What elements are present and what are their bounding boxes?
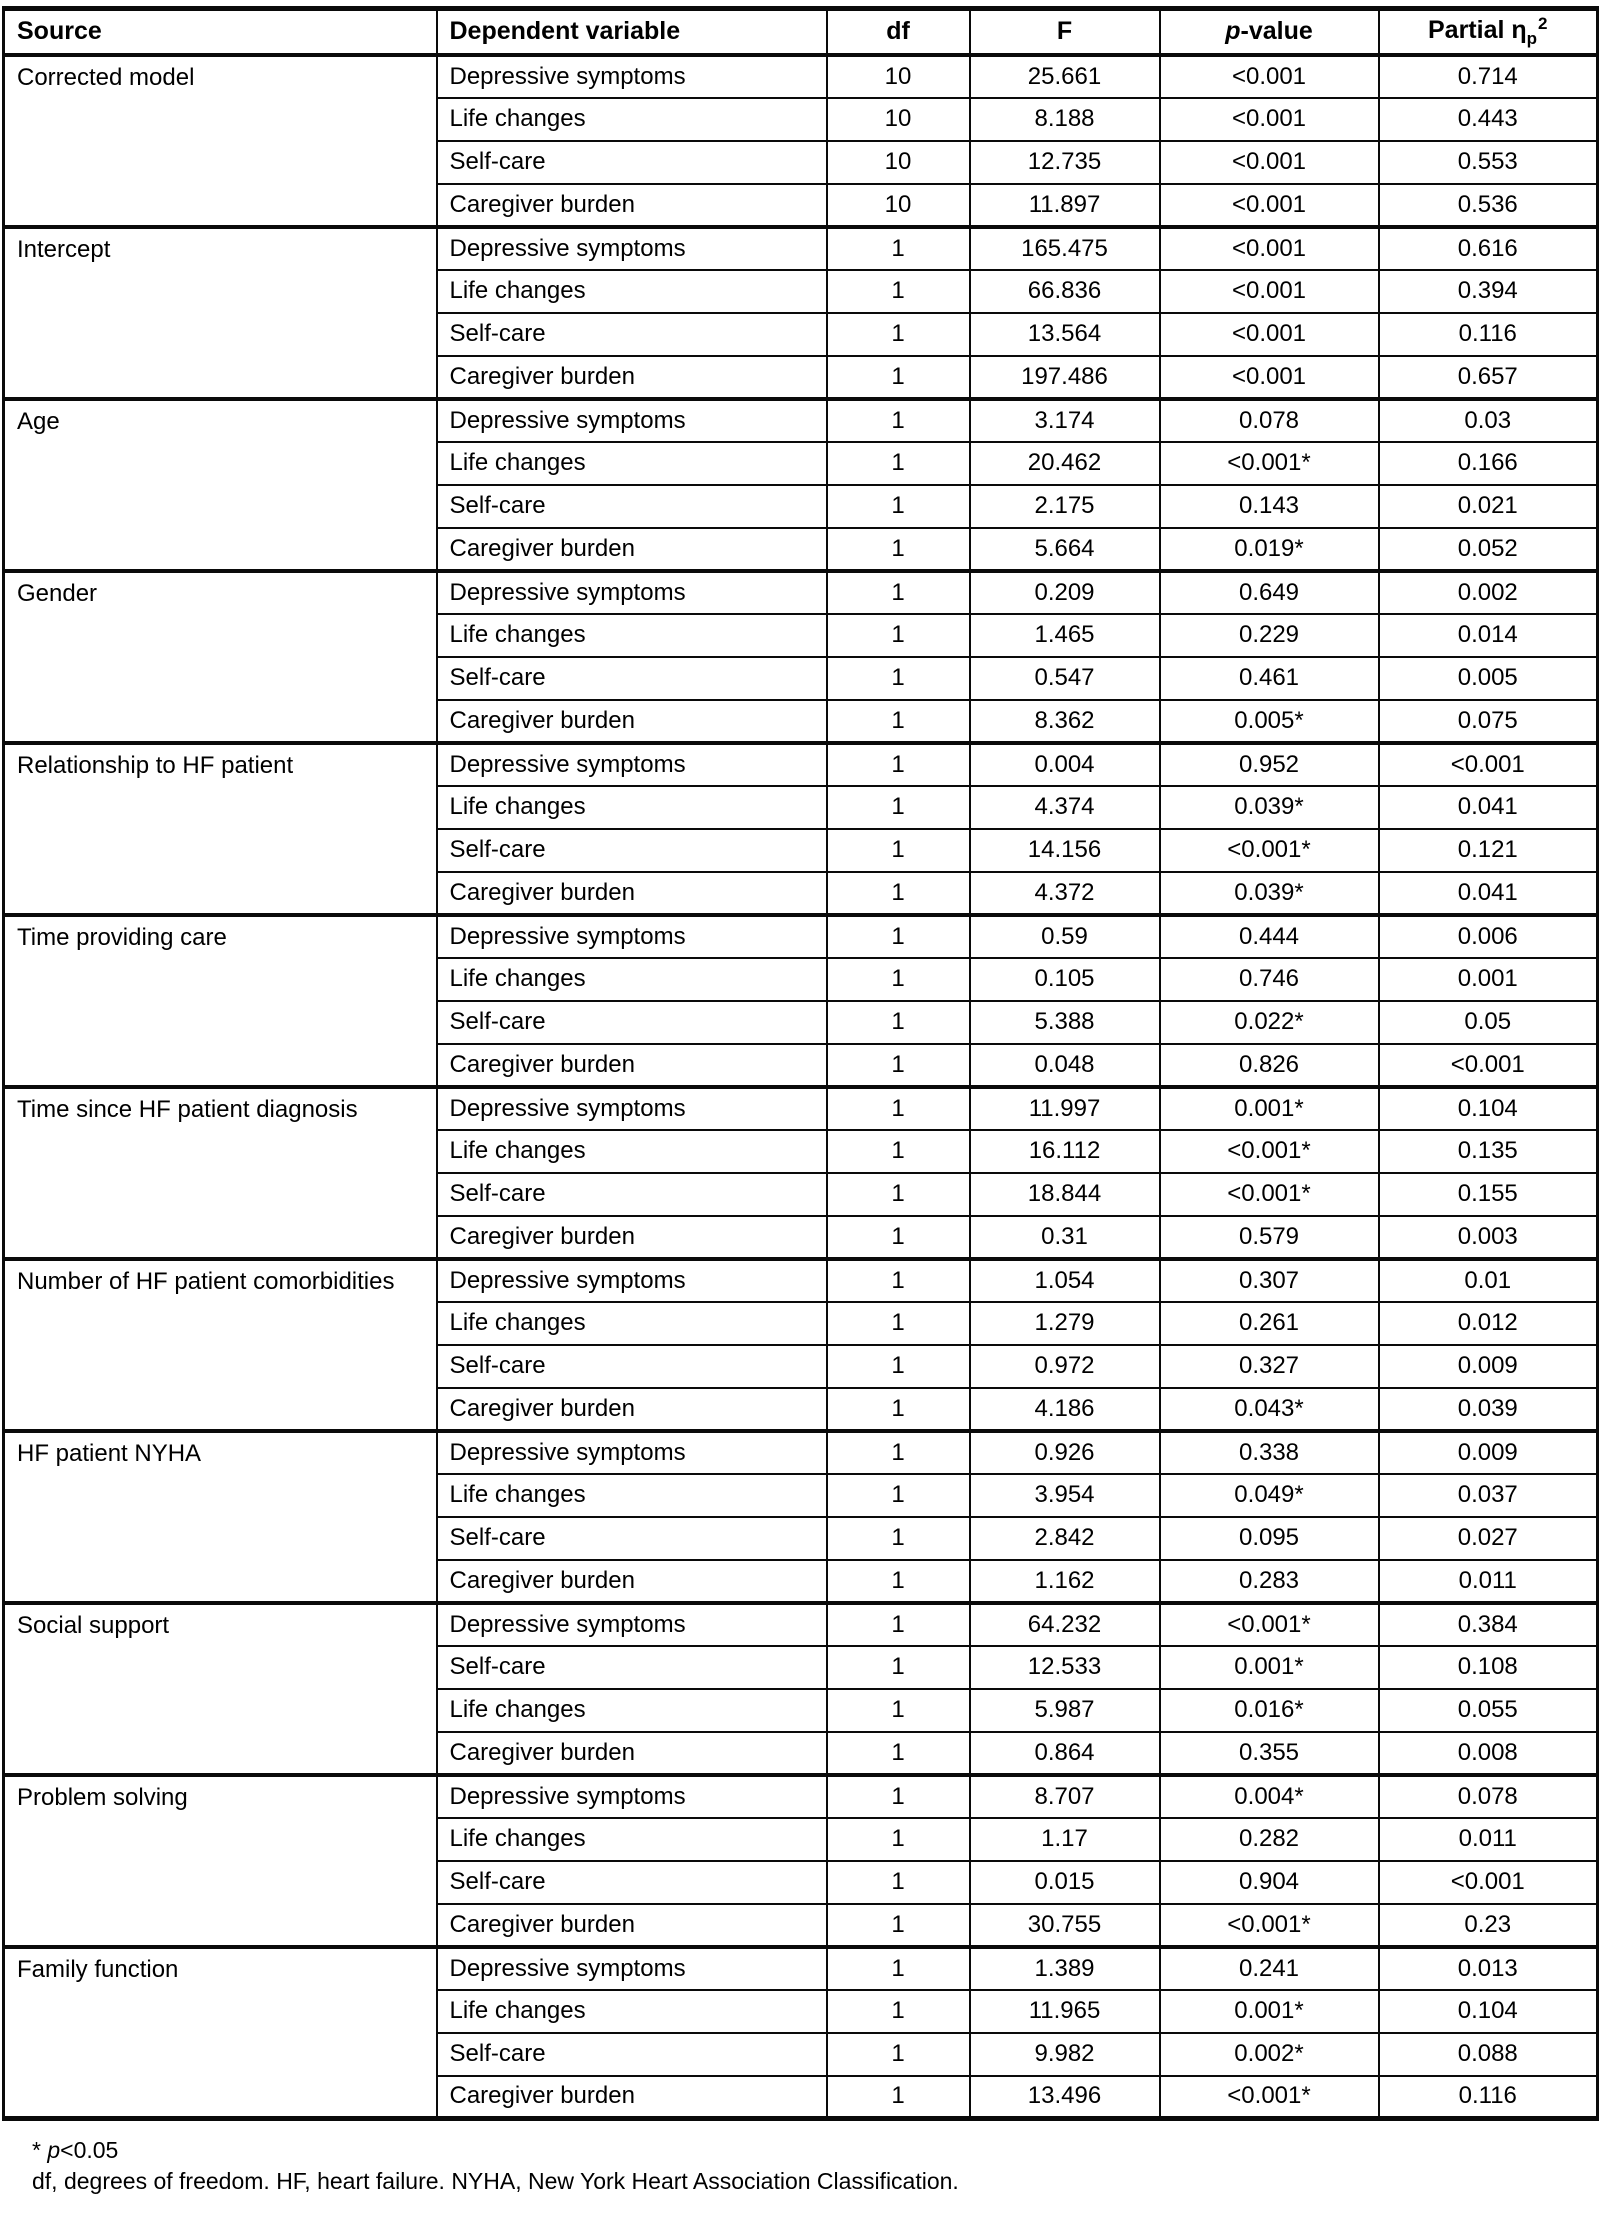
p-value-cell: 0.355 bbox=[1160, 1732, 1379, 1775]
df-cell: 1 bbox=[827, 1646, 970, 1689]
df-cell: 1 bbox=[827, 614, 970, 657]
dependent-variable-cell: Caregiver burden bbox=[437, 528, 827, 571]
p-value-cell: 0.461 bbox=[1160, 657, 1379, 700]
partial-eta-prefix: Partial η bbox=[1427, 16, 1527, 45]
partial-eta-cell: <0.001 bbox=[1379, 1861, 1598, 1904]
dependent-variable-cell: Caregiver burden bbox=[437, 700, 827, 743]
source-cell: Relationship to HF patient bbox=[4, 743, 437, 915]
f-cell: 0.864 bbox=[970, 1732, 1160, 1775]
dependent-variable-cell: Depressive symptoms bbox=[437, 743, 827, 786]
dependent-variable-cell: Self-care bbox=[437, 141, 827, 184]
p-value-cell: 0.649 bbox=[1160, 571, 1379, 614]
f-cell: 11.965 bbox=[970, 1990, 1160, 2033]
df-cell: 10 bbox=[827, 141, 970, 184]
dependent-variable-cell: Life changes bbox=[437, 786, 827, 829]
f-cell: 16.112 bbox=[970, 1130, 1160, 1173]
df-cell: 1 bbox=[827, 1345, 970, 1388]
dependent-variable-cell: Caregiver burden bbox=[437, 356, 827, 399]
partial-eta-cell: <0.001 bbox=[1379, 1044, 1598, 1087]
p-value-cell: 0.016* bbox=[1160, 1689, 1379, 1732]
p-value-cell: <0.001 bbox=[1160, 184, 1379, 227]
col-header-source: Source bbox=[4, 9, 437, 55]
df-cell: 1 bbox=[827, 1775, 970, 1818]
dependent-variable-cell: Caregiver burden bbox=[437, 1044, 827, 1087]
df-cell: 1 bbox=[827, 1689, 970, 1732]
p-italic: p bbox=[1225, 17, 1241, 46]
df-cell: 1 bbox=[827, 657, 970, 700]
table-row bbox=[4, 1775, 1598, 1818]
df-cell: 1 bbox=[827, 1560, 970, 1603]
df-cell: 1 bbox=[827, 1861, 970, 1904]
f-cell: 13.496 bbox=[970, 2076, 1160, 2119]
dependent-variable-cell: Caregiver burden bbox=[437, 1560, 827, 1603]
table-row bbox=[4, 1431, 1598, 1474]
df-cell: 1 bbox=[827, 1087, 970, 1130]
f-cell: 12.735 bbox=[970, 141, 1160, 184]
table-row bbox=[4, 227, 1598, 270]
f-cell: 1.389 bbox=[970, 1947, 1160, 1990]
dependent-variable-cell: Life changes bbox=[437, 614, 827, 657]
partial-eta-cell: 0.384 bbox=[1379, 1603, 1598, 1646]
df-cell: 10 bbox=[827, 98, 970, 141]
partial-eta-cell: 0.23 bbox=[1379, 1904, 1598, 1947]
partial-eta-cell: 0.121 bbox=[1379, 829, 1598, 872]
p-value-cell: <0.001 bbox=[1160, 356, 1379, 399]
p-value-cell: <0.001 bbox=[1160, 98, 1379, 141]
partial-eta-superscript: 2 bbox=[1538, 14, 1548, 34]
df-cell: 1 bbox=[827, 1603, 970, 1646]
dependent-variable-cell: Depressive symptoms bbox=[437, 1947, 827, 1990]
df-cell: 1 bbox=[827, 2076, 970, 2119]
p-value-cell: <0.001* bbox=[1160, 1130, 1379, 1173]
p-value-cell: 0.039* bbox=[1160, 786, 1379, 829]
p-value-cell: 0.338 bbox=[1160, 1431, 1379, 1474]
f-cell: 2.175 bbox=[970, 485, 1160, 528]
partial-eta-cell: 0.012 bbox=[1379, 1302, 1598, 1345]
partial-eta-cell: 0.536 bbox=[1379, 184, 1598, 227]
dependent-variable-cell: Self-care bbox=[437, 313, 827, 356]
df-cell: 1 bbox=[827, 1947, 970, 1990]
f-cell: 0.105 bbox=[970, 958, 1160, 1001]
dependent-variable-cell: Caregiver burden bbox=[437, 1904, 827, 1947]
p-value-cell: 0.746 bbox=[1160, 958, 1379, 1001]
col-header-df: df bbox=[827, 9, 970, 55]
partial-eta-cell: 0.014 bbox=[1379, 614, 1598, 657]
df-cell: 1 bbox=[827, 1904, 970, 1947]
f-cell: 14.156 bbox=[970, 829, 1160, 872]
p-value-cell: <0.001* bbox=[1160, 1173, 1379, 1216]
df-cell: 1 bbox=[827, 829, 970, 872]
p-value-cell: 0.001* bbox=[1160, 1646, 1379, 1689]
dependent-variable-cell: Life changes bbox=[437, 1130, 827, 1173]
dependent-variable-cell: Life changes bbox=[437, 1990, 827, 2033]
dependent-variable-cell: Self-care bbox=[437, 1646, 827, 1689]
source-cell: Age bbox=[4, 399, 437, 571]
p-rest: -value bbox=[1240, 17, 1313, 46]
p-value-cell: 0.078 bbox=[1160, 399, 1379, 442]
df-cell: 1 bbox=[827, 1302, 970, 1345]
partial-eta-cell: 0.155 bbox=[1379, 1173, 1598, 1216]
table-row bbox=[4, 1947, 1598, 1990]
df-cell: 1 bbox=[827, 915, 970, 958]
f-cell: 9.982 bbox=[970, 2033, 1160, 2076]
p-value-cell: 0.022* bbox=[1160, 1001, 1379, 1044]
f-cell: 30.755 bbox=[970, 1904, 1160, 1947]
dependent-variable-cell: Life changes bbox=[437, 442, 827, 485]
df-cell: 10 bbox=[827, 55, 970, 98]
partial-eta-cell: 0.03 bbox=[1379, 399, 1598, 442]
df-cell: 1 bbox=[827, 1818, 970, 1861]
df-cell: 1 bbox=[827, 442, 970, 485]
p-value-cell: <0.001* bbox=[1160, 1904, 1379, 1947]
col-header-dependent-variable: Dependent variable bbox=[437, 9, 827, 55]
df-cell: 1 bbox=[827, 1474, 970, 1517]
f-cell: 0.015 bbox=[970, 1861, 1160, 1904]
dependent-variable-cell: Caregiver burden bbox=[437, 1732, 827, 1775]
partial-eta-cell: 0.055 bbox=[1379, 1689, 1598, 1732]
source-cell: Intercept bbox=[4, 227, 437, 399]
partial-eta-cell: 0.104 bbox=[1379, 1990, 1598, 2033]
dependent-variable-cell: Self-care bbox=[437, 829, 827, 872]
table-row bbox=[4, 1603, 1598, 1646]
table-row bbox=[4, 915, 1598, 958]
f-cell: 3.954 bbox=[970, 1474, 1160, 1517]
df-cell: 1 bbox=[827, 786, 970, 829]
partial-eta-cell: 0.011 bbox=[1379, 1818, 1598, 1861]
source-cell: Gender bbox=[4, 571, 437, 743]
dependent-variable-cell: Self-care bbox=[437, 1517, 827, 1560]
df-cell: 1 bbox=[827, 2033, 970, 2076]
df-cell: 1 bbox=[827, 700, 970, 743]
p-value-cell: 0.019* bbox=[1160, 528, 1379, 571]
dependent-variable-cell: Self-care bbox=[437, 1001, 827, 1044]
f-cell: 197.486 bbox=[970, 356, 1160, 399]
footnote-asterisk: * bbox=[32, 2137, 48, 2163]
partial-eta-cell: 0.714 bbox=[1379, 55, 1598, 98]
source-cell: Problem solving bbox=[4, 1775, 437, 1947]
dependent-variable-cell: Depressive symptoms bbox=[437, 571, 827, 614]
p-value-cell: 0.826 bbox=[1160, 1044, 1379, 1087]
p-value-cell: 0.005* bbox=[1160, 700, 1379, 743]
p-value-cell: 0.095 bbox=[1160, 1517, 1379, 1560]
partial-eta-cell: 0.553 bbox=[1379, 141, 1598, 184]
f-cell: 0.004 bbox=[970, 743, 1160, 786]
dependent-variable-cell: Self-care bbox=[437, 1173, 827, 1216]
df-cell: 1 bbox=[827, 1173, 970, 1216]
p-value-cell: <0.001* bbox=[1160, 829, 1379, 872]
table-row bbox=[4, 743, 1598, 786]
f-cell: 66.836 bbox=[970, 270, 1160, 313]
f-cell: 1.054 bbox=[970, 1259, 1160, 1302]
dependent-variable-cell: Life changes bbox=[437, 1302, 827, 1345]
f-cell: 4.372 bbox=[970, 872, 1160, 915]
f-cell: 0.926 bbox=[970, 1431, 1160, 1474]
anova-results-table bbox=[2, 6, 1599, 2121]
f-cell: 5.664 bbox=[970, 528, 1160, 571]
dependent-variable-cell: Life changes bbox=[437, 270, 827, 313]
partial-eta-cell: 0.116 bbox=[1379, 313, 1598, 356]
footnote-sig-threshold: <0.05 bbox=[60, 2137, 119, 2163]
f-cell: 5.987 bbox=[970, 1689, 1160, 1732]
partial-eta-cell: 0.003 bbox=[1379, 1216, 1598, 1259]
p-value-cell: <0.001 bbox=[1160, 227, 1379, 270]
f-cell: 11.897 bbox=[970, 184, 1160, 227]
p-value-cell: 0.241 bbox=[1160, 1947, 1379, 1990]
partial-eta-cell: 0.002 bbox=[1379, 571, 1598, 614]
dependent-variable-cell: Caregiver burden bbox=[437, 1388, 827, 1431]
p-value-cell: 0.002* bbox=[1160, 2033, 1379, 2076]
df-cell: 1 bbox=[827, 571, 970, 614]
f-cell: 1.17 bbox=[970, 1818, 1160, 1861]
partial-eta-cell: 0.166 bbox=[1379, 442, 1598, 485]
col-header-f: F bbox=[970, 9, 1160, 55]
dependent-variable-cell: Life changes bbox=[437, 1689, 827, 1732]
dependent-variable-cell: Life changes bbox=[437, 1474, 827, 1517]
p-value-cell: 0.579 bbox=[1160, 1216, 1379, 1259]
dependent-variable-cell: Self-care bbox=[437, 2033, 827, 2076]
p-value-cell: 0.307 bbox=[1160, 1259, 1379, 1302]
f-cell: 0.547 bbox=[970, 657, 1160, 700]
p-value-cell: <0.001* bbox=[1160, 442, 1379, 485]
partial-eta-cell: 0.011 bbox=[1379, 1560, 1598, 1603]
partial-eta-cell: 0.013 bbox=[1379, 1947, 1598, 1990]
partial-eta-cell: 0.116 bbox=[1379, 2076, 1598, 2119]
f-cell: 0.31 bbox=[970, 1216, 1160, 1259]
f-cell: 0.972 bbox=[970, 1345, 1160, 1388]
partial-eta-cell: 0.041 bbox=[1379, 786, 1598, 829]
table-row bbox=[4, 399, 1598, 442]
dependent-variable-cell: Caregiver burden bbox=[437, 2076, 827, 2119]
partial-eta-cell: 0.104 bbox=[1379, 1087, 1598, 1130]
df-cell: 1 bbox=[827, 399, 970, 442]
f-cell: 25.661 bbox=[970, 55, 1160, 98]
partial-eta-cell: 0.009 bbox=[1379, 1431, 1598, 1474]
partial-eta-cell: 0.021 bbox=[1379, 485, 1598, 528]
p-value-cell: <0.001 bbox=[1160, 270, 1379, 313]
partial-eta-cell: 0.006 bbox=[1379, 915, 1598, 958]
p-value-cell: 0.004* bbox=[1160, 1775, 1379, 1818]
p-value-cell: <0.001* bbox=[1160, 2076, 1379, 2119]
df-cell: 1 bbox=[827, 1517, 970, 1560]
df-cell: 10 bbox=[827, 184, 970, 227]
footnote-p-italic: p bbox=[47, 2137, 61, 2163]
p-value-cell: 0.049* bbox=[1160, 1474, 1379, 1517]
df-cell: 1 bbox=[827, 872, 970, 915]
dependent-variable-cell: Depressive symptoms bbox=[437, 1603, 827, 1646]
dependent-variable-cell: Depressive symptoms bbox=[437, 1775, 827, 1818]
df-cell: 1 bbox=[827, 1216, 970, 1259]
partial-eta-cell: 0.075 bbox=[1379, 700, 1598, 743]
table-header bbox=[4, 9, 1598, 55]
f-cell: 18.844 bbox=[970, 1173, 1160, 1216]
dependent-variable-cell: Life changes bbox=[437, 1818, 827, 1861]
f-cell: 13.564 bbox=[970, 313, 1160, 356]
f-cell: 8.188 bbox=[970, 98, 1160, 141]
col-header-p-value bbox=[1160, 9, 1379, 55]
p-value-cell: 0.001* bbox=[1160, 1990, 1379, 2033]
p-value-cell: 0.143 bbox=[1160, 485, 1379, 528]
partial-eta-subscript: p bbox=[1526, 29, 1538, 49]
df-cell: 1 bbox=[827, 1388, 970, 1431]
dependent-variable-cell: Depressive symptoms bbox=[437, 55, 827, 98]
dependent-variable-cell: Self-care bbox=[437, 1861, 827, 1904]
f-cell: 0.048 bbox=[970, 1044, 1160, 1087]
partial-eta-cell: 0.078 bbox=[1379, 1775, 1598, 1818]
df-cell: 1 bbox=[827, 270, 970, 313]
partial-eta-cell: 0.005 bbox=[1379, 657, 1598, 700]
partial-eta-cell: 0.037 bbox=[1379, 1474, 1598, 1517]
source-cell: Corrected model bbox=[4, 55, 437, 227]
p-value-cell: 0.001* bbox=[1160, 1087, 1379, 1130]
df-cell: 1 bbox=[827, 313, 970, 356]
f-cell: 0.59 bbox=[970, 915, 1160, 958]
partial-eta-cell: 0.027 bbox=[1379, 1517, 1598, 1560]
dependent-variable-cell: Depressive symptoms bbox=[437, 399, 827, 442]
p-value-cell: 0.904 bbox=[1160, 1861, 1379, 1904]
f-cell: 2.842 bbox=[970, 1517, 1160, 1560]
partial-eta-cell: 0.001 bbox=[1379, 958, 1598, 1001]
partial-eta-cell: <0.001 bbox=[1379, 743, 1598, 786]
p-value-cell: 0.282 bbox=[1160, 1818, 1379, 1861]
partial-eta-cell: 0.039 bbox=[1379, 1388, 1598, 1431]
dependent-variable-cell: Depressive symptoms bbox=[437, 915, 827, 958]
f-cell: 8.707 bbox=[970, 1775, 1160, 1818]
dependent-variable-cell: Caregiver burden bbox=[437, 184, 827, 227]
dependent-variable-cell: Depressive symptoms bbox=[437, 1259, 827, 1302]
partial-eta-cell: 0.394 bbox=[1379, 270, 1598, 313]
f-cell: 3.174 bbox=[970, 399, 1160, 442]
p-value-cell: 0.444 bbox=[1160, 915, 1379, 958]
p-value-cell: 0.039* bbox=[1160, 872, 1379, 915]
f-cell: 4.186 bbox=[970, 1388, 1160, 1431]
partial-eta-cell: 0.008 bbox=[1379, 1732, 1598, 1775]
f-cell: 5.388 bbox=[970, 1001, 1160, 1044]
f-cell: 1.465 bbox=[970, 614, 1160, 657]
table-row bbox=[4, 571, 1598, 614]
partial-eta-cell: 0.443 bbox=[1379, 98, 1598, 141]
dependent-variable-cell: Self-care bbox=[437, 485, 827, 528]
df-cell: 1 bbox=[827, 1044, 970, 1087]
p-value-cell: <0.001* bbox=[1160, 1603, 1379, 1646]
f-cell: 0.209 bbox=[970, 571, 1160, 614]
p-value-cell: 0.283 bbox=[1160, 1560, 1379, 1603]
footnotes bbox=[2, 2121, 1597, 2197]
footnote-significance bbox=[32, 2135, 1597, 2166]
p-value-cell: <0.001 bbox=[1160, 313, 1379, 356]
col-header-partial-eta-squared bbox=[1379, 9, 1598, 55]
df-cell: 1 bbox=[827, 528, 970, 571]
source-cell: HF patient NYHA bbox=[4, 1431, 437, 1603]
table-body bbox=[4, 55, 1598, 2119]
dependent-variable-cell: Depressive symptoms bbox=[437, 1087, 827, 1130]
dependent-variable-cell: Life changes bbox=[437, 98, 827, 141]
dependent-variable-cell: Depressive symptoms bbox=[437, 227, 827, 270]
f-cell: 1.162 bbox=[970, 1560, 1160, 1603]
df-cell: 1 bbox=[827, 1990, 970, 2033]
f-cell: 1.279 bbox=[970, 1302, 1160, 1345]
p-value-cell: 0.229 bbox=[1160, 614, 1379, 657]
dependent-variable-cell: Caregiver burden bbox=[437, 872, 827, 915]
f-cell: 8.362 bbox=[970, 700, 1160, 743]
df-cell: 1 bbox=[827, 356, 970, 399]
source-cell: Social support bbox=[4, 1603, 437, 1775]
partial-eta-cell: 0.041 bbox=[1379, 872, 1598, 915]
table-row bbox=[4, 55, 1598, 98]
p-value-cell: 0.952 bbox=[1160, 743, 1379, 786]
df-cell: 1 bbox=[827, 1001, 970, 1044]
source-cell: Family function bbox=[4, 1947, 437, 2119]
p-value-cell: 0.261 bbox=[1160, 1302, 1379, 1345]
p-value-cell: 0.327 bbox=[1160, 1345, 1379, 1388]
footnote-abbreviations: df, degrees of freedom. HF, heart failure. NYHA, New York Heart Association Classification. bbox=[32, 2168, 959, 2195]
partial-eta-cell: 0.657 bbox=[1379, 356, 1598, 399]
df-cell: 1 bbox=[827, 1130, 970, 1173]
partial-eta-cell: 0.088 bbox=[1379, 2033, 1598, 2076]
p-value-cell: <0.001 bbox=[1160, 55, 1379, 98]
dependent-variable-cell: Self-care bbox=[437, 657, 827, 700]
dependent-variable-cell: Self-care bbox=[437, 1345, 827, 1388]
df-cell: 1 bbox=[827, 1259, 970, 1302]
df-cell: 1 bbox=[827, 1431, 970, 1474]
f-cell: 64.232 bbox=[970, 1603, 1160, 1646]
source-cell: Number of HF patient comorbidities bbox=[4, 1259, 437, 1431]
f-cell: 20.462 bbox=[970, 442, 1160, 485]
f-cell: 4.374 bbox=[970, 786, 1160, 829]
f-cell: 165.475 bbox=[970, 227, 1160, 270]
partial-eta-cell: 0.009 bbox=[1379, 1345, 1598, 1388]
df-cell: 1 bbox=[827, 227, 970, 270]
df-cell: 1 bbox=[827, 743, 970, 786]
table-row bbox=[4, 1259, 1598, 1302]
p-value-cell: 0.043* bbox=[1160, 1388, 1379, 1431]
df-cell: 1 bbox=[827, 1732, 970, 1775]
dependent-variable-cell: Caregiver burden bbox=[437, 1216, 827, 1259]
partial-eta-cell: 0.616 bbox=[1379, 227, 1598, 270]
df-cell: 1 bbox=[827, 485, 970, 528]
table-row bbox=[4, 1087, 1598, 1130]
partial-eta-cell: 0.052 bbox=[1379, 528, 1598, 571]
dependent-variable-cell: Life changes bbox=[437, 958, 827, 1001]
partial-eta-cell: 0.135 bbox=[1379, 1130, 1598, 1173]
header-row bbox=[4, 9, 1598, 55]
partial-eta-cell: 0.05 bbox=[1379, 1001, 1598, 1044]
df-cell: 1 bbox=[827, 958, 970, 1001]
f-cell: 11.997 bbox=[970, 1087, 1160, 1130]
source-cell: Time since HF patient diagnosis bbox=[4, 1087, 437, 1259]
source-cell: Time providing care bbox=[4, 915, 437, 1087]
dependent-variable-cell: Depressive symptoms bbox=[437, 1431, 827, 1474]
p-value-cell: <0.001 bbox=[1160, 141, 1379, 184]
partial-eta-cell: 0.108 bbox=[1379, 1646, 1598, 1689]
f-cell: 12.533 bbox=[970, 1646, 1160, 1689]
partial-eta-cell: 0.01 bbox=[1379, 1259, 1598, 1302]
